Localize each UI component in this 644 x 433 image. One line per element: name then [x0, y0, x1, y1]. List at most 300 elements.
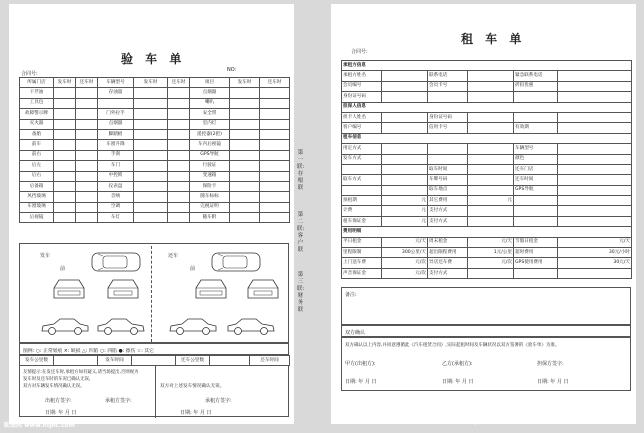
field-label: 里程限制 [342, 248, 382, 258]
check-cell[interactable] [168, 192, 190, 202]
check-cell[interactable] [168, 181, 190, 191]
section-title: 租车信息 [342, 133, 632, 143]
field-label: 其它费用 [428, 196, 468, 206]
table-row [342, 196, 632, 206]
item-label-cell: 工具包 [20, 98, 54, 108]
check-cell[interactable] [134, 171, 168, 181]
car-top-view-icon [210, 250, 262, 274]
item-label-cell: 故障警示牌 [20, 109, 54, 119]
table-row [20, 181, 290, 191]
confirm-body [341, 337, 631, 391]
return-time-label: 还车时间 [250, 356, 290, 366]
check-cell[interactable] [134, 202, 168, 212]
field-value[interactable] [468, 216, 514, 226]
field-label: 异店还车费 [428, 258, 468, 268]
party-b-signature-label: 乙方(承租方): [442, 361, 473, 367]
inspection-form-sheet [9, 4, 294, 424]
check-cell[interactable] [260, 140, 290, 150]
item-label-cell: 空调 [98, 202, 134, 212]
table-row [342, 123, 632, 133]
item-label-cell: 喇叭 [190, 98, 230, 108]
field-label: 超出限程费用 [428, 248, 468, 258]
item-label-cell: 备胎 [20, 129, 54, 139]
check-cell[interactable] [54, 88, 76, 98]
check-cell[interactable] [230, 213, 260, 223]
field-value[interactable] [558, 154, 632, 164]
remark-label: 备注: [345, 292, 357, 298]
copy-label-2: 第二联:客户联 [297, 212, 305, 253]
return-km-label: 还车公里数 [176, 356, 210, 366]
item-label-cell: 发车时 [54, 78, 76, 88]
field-label: 租车保证金 [342, 216, 382, 226]
field-value[interactable] [558, 196, 632, 206]
check-cell[interactable] [168, 140, 190, 150]
item-label-cell: 车内后视镜 [190, 140, 230, 150]
check-cell[interactable] [76, 98, 98, 108]
check-cell[interactable] [54, 171, 76, 181]
field-label [342, 185, 382, 195]
item-label-cell: 车辆型号 [98, 78, 134, 88]
table-row [20, 140, 290, 150]
check-cell[interactable] [260, 192, 290, 202]
table-row [20, 171, 290, 181]
check-cell[interactable] [260, 213, 290, 223]
front-label-send: 前 [60, 266, 66, 272]
field-value[interactable] [382, 144, 428, 154]
check-cell[interactable] [168, 202, 190, 212]
check-cell[interactable] [168, 98, 190, 108]
field-value[interactable] [558, 144, 632, 154]
check-cell[interactable] [76, 213, 98, 223]
table-row [342, 206, 632, 216]
field-label: 周末租金 [428, 237, 468, 247]
rental-form-sheet [331, 4, 636, 424]
check-cell[interactable] [230, 202, 260, 212]
check-cell[interactable] [230, 161, 260, 171]
item-label-cell: 安全带 [190, 109, 230, 119]
car-left-side-icon [40, 316, 90, 336]
table-row [342, 81, 632, 91]
table-row [342, 154, 632, 164]
damage-legend: 图例: ○: 正常划痕 ×: 缺损 △: 凹陷 ○: 四陷 ●: 擦伤 ☆: 其它 [23, 349, 154, 354]
table-row [342, 144, 632, 154]
table-row [20, 150, 290, 160]
send-km-label: 发车公里数 [20, 356, 54, 366]
section-title: 担保人信息 [342, 102, 632, 112]
check-cell[interactable] [230, 181, 260, 191]
check-cell[interactable] [230, 192, 260, 202]
field-label: 声音保证金 [342, 268, 382, 278]
car-left-side-icon [168, 316, 218, 336]
check-cell[interactable] [168, 161, 190, 171]
field-value[interactable]: 元/次 [468, 258, 514, 268]
item-label-cell: 随车标标 [190, 192, 230, 202]
field-value[interactable] [558, 92, 632, 102]
item-label-cell: 行驶证 [190, 161, 230, 171]
item-label-cell: 灭火器 [20, 119, 54, 129]
item-label-cell: 随车附 [190, 213, 230, 223]
field-value[interactable] [558, 216, 632, 226]
send-car-label: 发车 [40, 253, 51, 259]
check-cell[interactable] [54, 213, 76, 223]
field-label: 支付方式 [428, 206, 468, 216]
signature-divider [155, 366, 156, 418]
field-value[interactable] [468, 268, 514, 278]
section-header-row [342, 102, 632, 112]
field-value[interactable]: 元 [468, 196, 514, 206]
check-cell[interactable] [134, 98, 168, 108]
field-value[interactable] [468, 71, 514, 81]
check-cell[interactable] [260, 181, 290, 191]
lessor-signature-label: 出租方签字: [45, 398, 72, 404]
check-cell[interactable] [168, 88, 190, 98]
field-label [342, 164, 382, 174]
section-header-row [342, 227, 632, 237]
field-value[interactable] [558, 112, 632, 122]
field-value[interactable] [468, 164, 514, 174]
field-value[interactable] [468, 123, 514, 133]
date-label-right: 日期: 年 月 日 [180, 410, 212, 416]
field-value[interactable]: 元/天 [468, 237, 514, 247]
check-cell[interactable] [54, 192, 76, 202]
field-label: 取车时间 [428, 164, 468, 174]
field-label [514, 196, 558, 206]
check-cell[interactable] [260, 171, 290, 181]
watermark-right: By:OPP No.20120919150713037076 [470, 420, 571, 426]
car-right-side-icon [96, 316, 146, 336]
field-label: 节假日租金 [514, 237, 558, 247]
check-cell[interactable] [230, 98, 260, 108]
check-cell[interactable] [54, 181, 76, 191]
check-cell[interactable] [168, 129, 190, 139]
field-label: 计费 [342, 206, 382, 216]
check-cell[interactable] [230, 129, 260, 139]
check-cell[interactable] [54, 202, 76, 212]
field-label: 折扣优惠 [514, 81, 558, 91]
field-value[interactable] [382, 185, 428, 195]
field-value[interactable] [382, 112, 428, 122]
item-label-cell: 干芹油 [20, 88, 54, 98]
check-cell[interactable] [76, 140, 98, 150]
table-row [20, 78, 290, 88]
date-label-a: 日期: 年 月 日 [345, 379, 377, 385]
field-label [428, 92, 468, 102]
rental-form-title: 租 车 单 [461, 32, 526, 46]
field-value[interactable] [558, 206, 632, 216]
field-value[interactable] [558, 123, 632, 133]
item-label-cell: 音响 [98, 192, 134, 202]
field-label [514, 216, 558, 226]
date-label-left: 日期: 年 月 日 [45, 410, 77, 416]
field-label [428, 144, 468, 154]
table-row [20, 98, 290, 108]
item-label-cell: 点烟器 [98, 119, 134, 129]
field-value[interactable] [558, 81, 632, 91]
table-row [20, 161, 290, 171]
check-cell[interactable] [76, 161, 98, 171]
check-cell[interactable] [230, 109, 260, 119]
check-cell[interactable] [76, 119, 98, 129]
section-title: 费用明细 [342, 227, 632, 237]
field-value[interactable] [468, 185, 514, 195]
check-cell[interactable] [76, 129, 98, 139]
field-value[interactable] [468, 144, 514, 154]
field-value[interactable]: 1元/公里 [468, 248, 514, 258]
field-value[interactable] [468, 112, 514, 122]
table-row [342, 268, 632, 278]
field-label: 还车门店 [514, 164, 558, 174]
contract-number-label: 合同号: [21, 71, 38, 77]
field-label [514, 206, 558, 216]
item-label-cell: 车窗玻璃 [20, 202, 54, 212]
copy-label-1: 第一联:存根联 [297, 150, 305, 191]
item-label-cell: 车门 [98, 161, 134, 171]
item-label-cell: 项目 [190, 78, 230, 88]
return-confirm-note: 双方对上述发车情况确认无误。 [160, 384, 225, 389]
table-row [342, 237, 632, 247]
check-cell[interactable] [260, 88, 290, 98]
date-label-b: 日期: 年 月 日 [442, 379, 474, 385]
field-value[interactable]: 元 [382, 216, 428, 226]
field-value[interactable]: 元 [382, 196, 428, 206]
item-label-cell: 车窗升降 [98, 140, 134, 150]
table-row [342, 258, 632, 268]
check-cell[interactable] [260, 150, 290, 160]
check-cell[interactable] [54, 119, 76, 129]
table-row [20, 109, 290, 119]
check-cell[interactable] [134, 181, 168, 191]
item-label-cell: 保险卡 [190, 181, 230, 191]
check-cell[interactable] [168, 150, 190, 160]
date-label-c: 日期: 年 月 日 [537, 379, 569, 385]
table-row [342, 175, 632, 185]
item-label-cell: GPS导航 [190, 150, 230, 160]
field-label: GPS使用费用 [514, 258, 558, 268]
item-label-cell: 前右 [20, 150, 54, 160]
friendly-tip-line1: 友情提示:在发还车时,承租方如有疑义,请当场提出,否则视为 [23, 370, 139, 375]
check-cell[interactable] [54, 140, 76, 150]
check-cell[interactable] [134, 119, 168, 129]
inspection-form-title: 验 车 单 [121, 52, 186, 66]
field-value[interactable] [558, 268, 632, 278]
send-time-label: 发车时间 [98, 356, 132, 366]
table-row [20, 119, 290, 129]
item-label-cell: 手刹 [98, 150, 134, 160]
field-label: 发车方式 [342, 154, 382, 164]
table-row [20, 213, 290, 223]
item-label-cell: 还车时 [260, 78, 290, 88]
check-cell[interactable] [260, 202, 290, 212]
field-value[interactable] [382, 92, 428, 102]
return-car-label: 还车 [168, 253, 179, 259]
field-label [514, 92, 558, 102]
check-cell[interactable] [76, 88, 98, 98]
check-cell[interactable] [54, 129, 76, 139]
item-label-cell: 完税证明 [190, 202, 230, 212]
check-cell[interactable] [230, 88, 260, 98]
check-cell[interactable] [76, 192, 98, 202]
field-label: 预租期 [342, 196, 382, 206]
front-label-return: 前 [190, 266, 196, 272]
item-label-cell: 点烟器 [190, 88, 230, 98]
check-cell[interactable] [134, 109, 168, 119]
confirm-header [341, 325, 631, 337]
guarantor-signature-label: 担保方签字: [537, 361, 564, 367]
field-value[interactable] [468, 206, 514, 216]
table-row [342, 92, 632, 102]
lessee-signature-label-left: 承租方签字: [105, 398, 132, 404]
item-label-cell: 遥控器(2把) [190, 129, 230, 139]
confirm-text: 双方确认以上内容,并同意遵循此《汽车租赁合同》,实际起租时间及车辆状况以双方签署的《验车单》为准。 [345, 343, 560, 348]
field-value[interactable]: 元 [382, 206, 428, 216]
car-diagram-area [19, 243, 289, 343]
item-label-cell: 还车时 [76, 78, 98, 88]
field-label: 取车方式 [342, 175, 382, 185]
field-label: 支付方式 [428, 268, 468, 278]
check-cell[interactable] [134, 88, 168, 98]
field-label: 客户编号 [342, 123, 382, 133]
check-cell[interactable] [76, 150, 98, 160]
field-value[interactable]: 30元/小时 [558, 248, 632, 258]
check-cell[interactable] [260, 161, 290, 171]
table-row [342, 112, 632, 122]
field-value[interactable] [382, 123, 428, 133]
field-label: 用定方式 [342, 144, 382, 154]
check-cell[interactable] [134, 161, 168, 171]
field-value[interactable] [558, 185, 632, 195]
check-cell[interactable] [260, 129, 290, 139]
table-row [342, 71, 632, 81]
check-cell[interactable] [230, 171, 260, 181]
friendly-tip-line2: 发车时及还车时的车况已确认无误, [23, 377, 91, 382]
field-value[interactable] [382, 154, 428, 164]
field-label: 车牌号码 [428, 175, 468, 185]
table-row [20, 129, 290, 139]
field-value[interactable] [558, 71, 632, 81]
check-cell[interactable] [76, 202, 98, 212]
field-label [514, 112, 558, 122]
check-cell[interactable] [134, 192, 168, 202]
item-label-cell [98, 98, 134, 108]
car-front-view-icon [192, 276, 230, 302]
field-label: 超时费用 [514, 248, 558, 258]
field-label: 上门送车费 [342, 258, 382, 268]
check-cell[interactable] [76, 171, 98, 181]
car-top-view-icon [90, 250, 142, 274]
item-label-cell: 门外拉手 [98, 109, 134, 119]
check-cell[interactable] [260, 109, 290, 119]
field-label: 取车地点 [428, 185, 468, 195]
field-value[interactable] [468, 92, 514, 102]
field-value[interactable]: 元/天 [558, 237, 632, 247]
check-cell[interactable] [260, 119, 290, 129]
signature-area [19, 365, 289, 417]
car-diagram-divider [151, 246, 152, 342]
field-value[interactable]: 元/次 [382, 258, 428, 268]
check-cell[interactable] [54, 150, 76, 160]
item-label-cell: 发车时 [134, 78, 168, 88]
check-cell[interactable] [54, 98, 76, 108]
car-front-view-icon [50, 276, 88, 302]
item-label-cell: 存油量 [98, 88, 134, 98]
car-rear-view-icon [244, 276, 282, 302]
table-row [20, 88, 290, 98]
table-row [20, 192, 290, 202]
table-row [342, 164, 632, 174]
confirm-label: 双方确认 [345, 330, 366, 336]
field-label: 身份证号码 [342, 92, 382, 102]
check-cell[interactable] [230, 140, 260, 150]
field-value[interactable] [382, 175, 428, 185]
field-value[interactable]: 元/天 [382, 237, 428, 247]
party-a-signature-label: 甲方(出租方): [345, 361, 376, 367]
field-label: 担卡人姓名 [342, 112, 382, 122]
check-cell[interactable] [230, 119, 260, 129]
field-value[interactable] [468, 175, 514, 185]
field-label [428, 154, 468, 164]
copy-label-3: 第三联:财务联 [297, 272, 305, 313]
field-label: 有效期 [514, 123, 558, 133]
field-label: 车辆型号 [514, 144, 558, 154]
item-label-cell: 后备箱 [20, 181, 54, 191]
check-cell[interactable] [76, 181, 98, 191]
check-cell[interactable] [134, 213, 168, 223]
check-cell[interactable] [168, 213, 190, 223]
check-cell[interactable] [168, 109, 190, 119]
check-cell[interactable] [54, 161, 76, 171]
field-value[interactable] [468, 154, 514, 164]
field-value[interactable] [468, 81, 514, 91]
friendly-tip-line3: 双方对车辆发车情况确认无误。 [23, 384, 85, 389]
table-row [342, 248, 632, 258]
item-label-cell: 发车时 [230, 78, 260, 88]
table-row [20, 202, 290, 212]
field-value[interactable] [382, 164, 428, 174]
check-cell[interactable] [168, 119, 190, 129]
field-label [514, 268, 558, 278]
car-rear-view-icon [104, 276, 142, 302]
item-label-cell: 室内灯 [190, 119, 230, 129]
field-value[interactable]: 30元/天 [558, 258, 632, 268]
check-cell[interactable] [134, 129, 168, 139]
check-cell[interactable] [230, 150, 260, 160]
inspection-table [19, 77, 290, 223]
field-value[interactable] [558, 164, 632, 174]
field-value[interactable]: 300公里/天 [382, 248, 428, 258]
section-header-row [342, 133, 632, 143]
legend-row [19, 343, 289, 355]
item-label-cell: 后右 [20, 171, 54, 181]
field-value[interactable] [382, 81, 428, 91]
field-label: 还车时间 [514, 175, 558, 185]
car-right-side-icon [226, 316, 276, 336]
field-value[interactable] [558, 175, 632, 185]
item-label-cell: 车灯 [98, 213, 134, 223]
item-label-cell: 所属门店 [20, 78, 54, 88]
field-label: 平日租金 [342, 237, 382, 247]
check-cell[interactable] [168, 171, 190, 181]
field-value[interactable] [382, 71, 428, 81]
item-label-cell: 中控锁 [98, 171, 134, 181]
item-label-cell: 前车 [20, 140, 54, 150]
check-cell[interactable] [260, 98, 290, 108]
check-cell[interactable] [76, 109, 98, 119]
check-cell[interactable] [54, 109, 76, 119]
check-cell[interactable] [134, 140, 168, 150]
field-value[interactable]: 元/次 [382, 268, 428, 278]
check-cell[interactable] [134, 150, 168, 160]
remark-box[interactable] [341, 287, 631, 325]
